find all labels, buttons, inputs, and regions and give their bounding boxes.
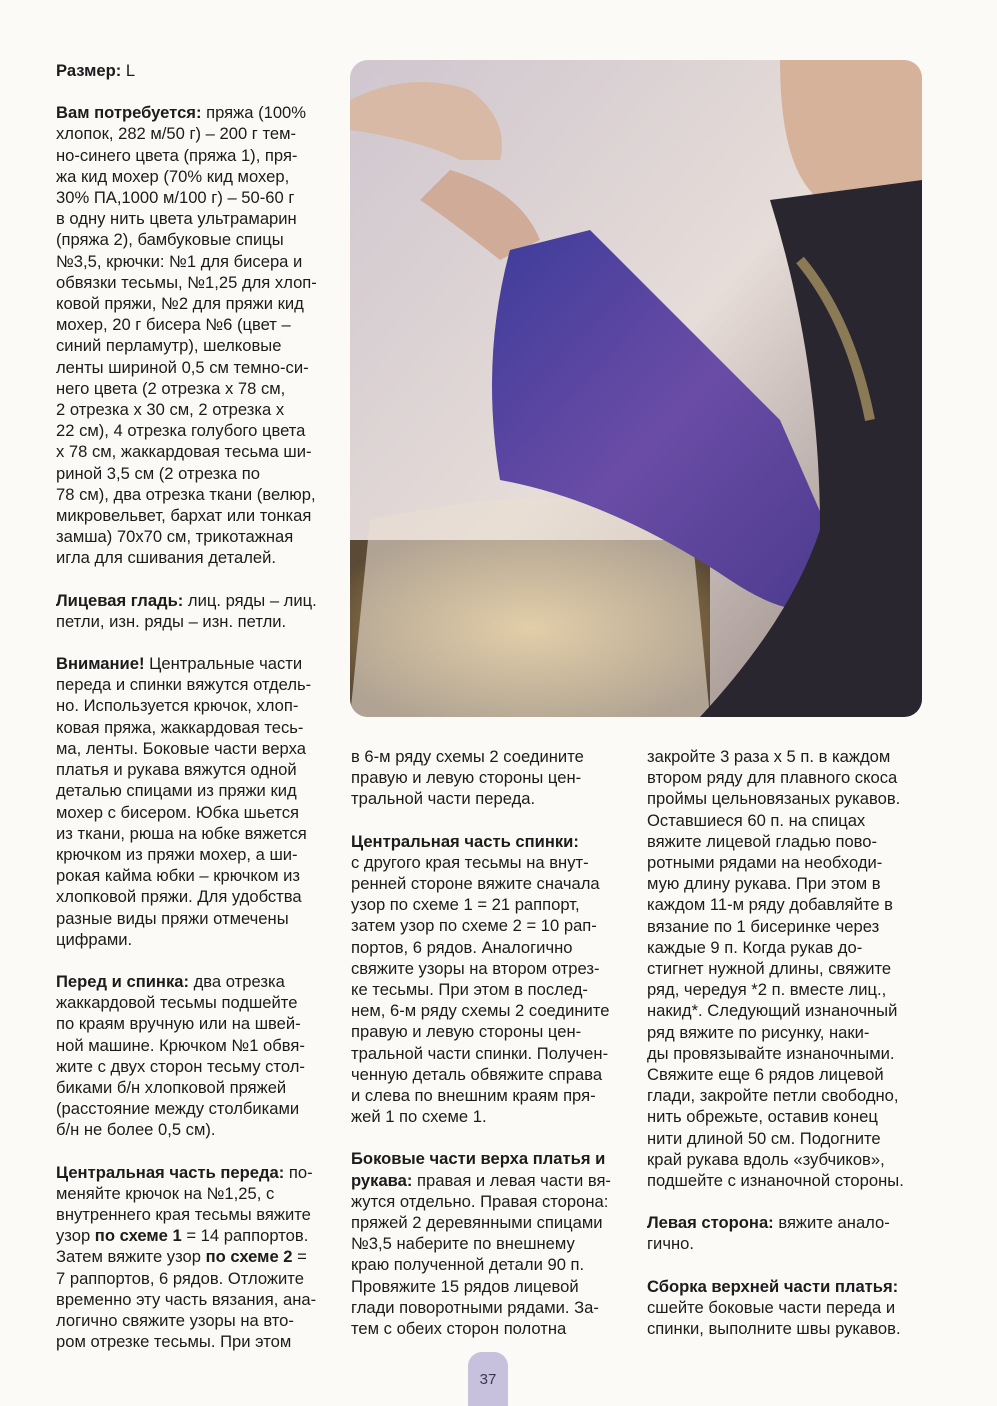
text-column-2 (351, 746, 623, 1360)
paragraph-size: Размер: L (56, 61, 136, 80)
paragraph-sleeves: закройте 3 раза х 5 п. в каждом втором ряду для плавного скоса проймы цельновязаных рукавов. Оставшиеся 60 п. на спицах вяжите лицевой гладью пово- ротными рядами на необходи- мую длину рукава. При этом в каждом 11-м ряду добавляйте в вязание по 1 бисеринке через каждые 9 п. Когда рукав до- стигнет нужной длины, свяжите ряд, чередуя *2 п. вместе лиц., накид*. Следующий изнаночный ряд вяжите по рисунку, наки- ды провязывайте изнаночными. Свяжите еще 6 рядов лицевой глади, закройте петли свободно, нить обрежьте, оставив конец нити длиной 50 см. Подогните край рукава вдоль «зубчиков», подшейте с изнаночной стороны. (647, 747, 904, 1191)
paragraph-stockinette: Лицевая гладь: лиц. ряды – лиц. петли, изн. ряды – изн. петли. (56, 590, 317, 631)
paragraph-attention: Внимание! Центральные части переда и спинки вяжутся отдель- но. Используется крючок, хлоп- ковая пряжа, жаккардовая тесь- ма, ленты. Боковые части верха платья и рукава вяжутся одной деталью спицами из пряжи кид мохер с бисером. Юбка шьется из ткани, рюша на юбке вяжется крючком из пряжи мохер, а ши- рокая кайма юбки – крючком из хлопковой пряжи. Для удобства разные виды пряжи отмечены цифрами. (56, 654, 312, 949)
paragraph-central-back: Центральная часть спинки: с другого края тесьмы на внут- ренней стороне вяжите сначала узор по схеме 1 = 21 раппорт, затем узор по схеме 2 = 10 рап- портов, 6 рядов. Аналогично свяжите узоры на втором отрез- ке тесьмы. При этом в послед- нем, 6-м ряду схемы 2 соедините правую и левую стороны цен- тральной части спинки. Получен- ченную деталь обвяжите справа и слева по внешним краям пря- жей 1 по схеме 1. (351, 831, 610, 1127)
model-photo (350, 60, 922, 717)
paragraph-assembly: Сборка верхней части платья: сшейте боковые части переда и спинки, выполните швы рукавов. (647, 1276, 901, 1339)
text-column-3 (647, 746, 927, 1360)
photo-illustration (350, 60, 922, 717)
paragraph-continuation: в 6-м ряду схемы 2 соедините правую и левую стороны цен- тральной части переда. (351, 747, 584, 809)
paragraph-left-side: Левая сторона: вяжите анало- гично. (647, 1213, 890, 1254)
page-number: 37 (468, 1352, 508, 1406)
paragraph-side-parts: Боковые части верха платья и рукава: правая и левая части вя- жутся отдельно. Правая сторона: пряжей 2 деревянными спицами №3,5 наберите по внешнему краю полученной детали 90 п. Провяжите 15 рядов лицевой глади поворотными рядами. За- тем с обеих сторон полотна (351, 1149, 611, 1339)
paragraph-materials: Вам потребуется: пряжа (100% хлопок, 282 м/50 г) – 200 г тем- но-синего цвета (пряжа 1), пря- жа кид мохер (70% кид мохер, 30% ПА,1000 м/100 г) – 50-60 г в одну нить цвета ультрамарин (пряжа 2), бамбуковые спицы №3,5, крючки: №1 для бисера и обвязки тесьмы, №1,25 для хлоп- ковой пряжи, №2 для пряжи кид мохер, 20 г бисера №6 (цвет – синий перламутр), шелковые ленты шириной 0,5 см темно-си- него цвета (2 отрезка х 78 см, 2 отрезка х 30 см, 2 отрезка х 22 см), 4 отрезка голубого цвета х 78 см, жаккардовая тесьма ши- риной 3,5 см (2 отрезка по 78 см), два отрезка ткани (велюр, микровельвет, бархат или тонкая замша) 70х70 см, трикотажная игла для сшивания деталей. (56, 103, 317, 568)
paragraph-front-back: Перед и спинка: два отрезка жаккардовой тесьмы подшейте по краям вручную или на швей- ной машине. Крючком №1 обвя- жите с двух сторон тесьму стол- биками б/н хлопковой пряжей (расстояние между столбиками б/н не более 0,5 см). (56, 971, 305, 1140)
paragraph-central-front: Центральная часть переда: по- меняйте крючок на №1,25, с внутреннего края тесьмы вяжите узор по схеме 1 = 14 раппортов. Затем вяжите узор по схеме 2 = 7 раппортов, 6 рядов. Отложите временно эту часть вязания, ана- логично свяжите узоры на вто- ром отрезке тесьмы. При этом (56, 1162, 317, 1352)
text-column-1 (56, 60, 328, 1373)
